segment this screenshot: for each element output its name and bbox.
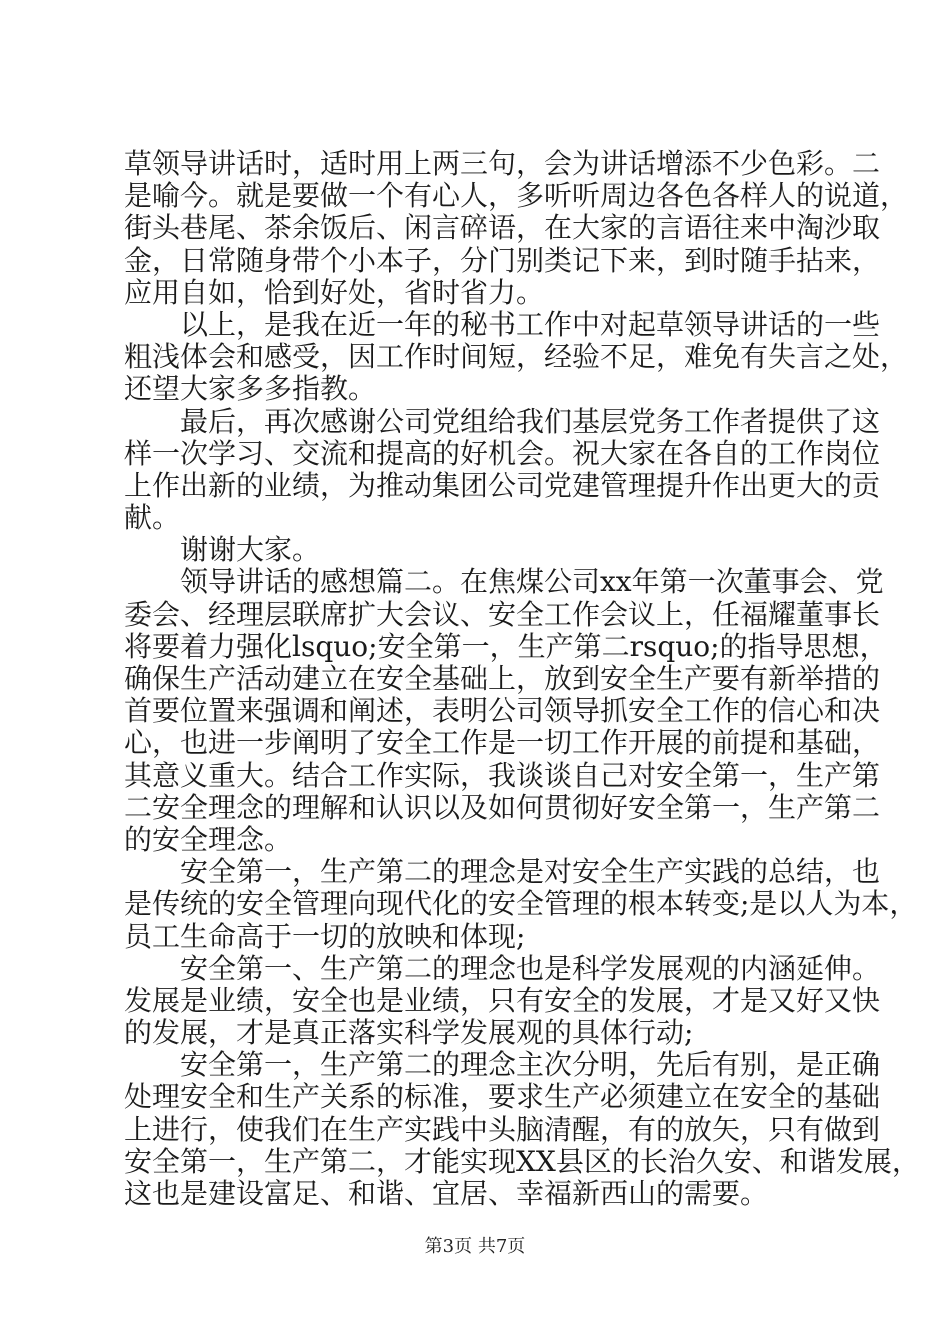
text-line: 的发展，才是真正落实科学发展观的具体行动; <box>124 1016 694 1050</box>
text-line: 应用自如，恰到好处，省时省力。 <box>124 275 545 309</box>
text-line: 委会、经理层联席扩大会议、安全工作会议上，任福耀董事长 <box>124 597 881 631</box>
text-line: 是传统的安全管理向现代化的安全管理的根本转变;是以人为本， <box>124 887 918 921</box>
text-line: 街头巷尾、茶余饭后、闲言碎语，在大家的言语往来中淘沙取 <box>124 211 881 245</box>
text-line: 安全第一，生产第二的理念是对安全生产实践的总结，也 <box>124 855 881 889</box>
text-line: 安全第一，生产第二，才能实现XX县区的长治久安、和谐发展， <box>124 1144 920 1178</box>
text-line: 上作出新的业绩，为推动集团公司党建管理提升作出更大的贡 <box>124 468 881 502</box>
text-line: 草领导讲话时，适时用上两三句，会为讲话增添不少色彩。二 <box>124 147 881 180</box>
text-line: 金，日常随身带个小本子，分门别类记下来，到时随手拈来， <box>124 243 881 277</box>
text-line: 以上，是我在近一年的秘书工作中对起草领导讲话的一些 <box>124 307 881 341</box>
text-line: 心，也进一步阐明了安全工作是一切工作开展的前提和基础， <box>124 726 881 760</box>
text-line: 献。 <box>124 501 181 535</box>
text-line: 员工生命高于一切的放映和体现; <box>124 919 526 953</box>
text-line: 其意义重大。结合工作实际，我谈谈自己对安全第一，生产第 <box>124 758 881 792</box>
page-number-footer: 第3页 共7页 <box>424 1236 526 1257</box>
text-line: 领导讲话的感想篇二。在焦煤公司xx年第一次董事会、党 <box>124 565 884 599</box>
text-line: 安全第一，生产第二的理念主次分明，先后有别，是正确 <box>124 1048 881 1082</box>
text-line: 发展是业绩，安全也是业绩，只有安全的发展，才是又好又快 <box>124 983 881 1017</box>
text-line: 最后，再次感谢公司党组给我们基层党务工作者提供了这 <box>124 404 881 438</box>
text-line: 上进行，使我们在生产实践中头脑清醒，有的放矢，只有做到 <box>124 1112 881 1146</box>
text-line: 安全第一、生产第二的理念也是科学发展观的内涵延伸。 <box>124 951 881 985</box>
document-body <box>124 147 920 1210</box>
text-line: 还望大家多多指教。 <box>124 372 377 406</box>
text-line: 的安全理念。 <box>124 822 293 856</box>
text-line: 是喻今。就是要做一个有心人，多听听周边各色各样人的说道， <box>124 179 909 213</box>
text-line: 粗浅体会和感受，因工作时间短，经验不足，难免有失言之处， <box>124 340 909 374</box>
text-line: 二安全理念的理解和认识以及如何贯彻好安全第一，生产第二 <box>124 790 881 824</box>
text-line: 这也是建设富足、和谐、宜居、幸福新西山的需要。 <box>124 1177 769 1210</box>
text-line: 将要着力强化lsquo;安全第一，生产第二rsquo;的指导思想， <box>124 629 888 663</box>
text-line: 首要位置来强调和阐述，表明公司领导抓安全工作的信心和决 <box>124 694 881 728</box>
text-line: 处理安全和生产关系的标准，要求生产必须建立在安全的基础 <box>124 1080 881 1114</box>
text-line: 确保生产活动建立在安全基础上，放到安全生产要有新举措的 <box>124 662 881 695</box>
text-line: 谢谢大家。 <box>124 533 321 567</box>
text-line: 样一次学习、交流和提高的好机会。祝大家在各自的工作岗位 <box>124 436 881 470</box>
